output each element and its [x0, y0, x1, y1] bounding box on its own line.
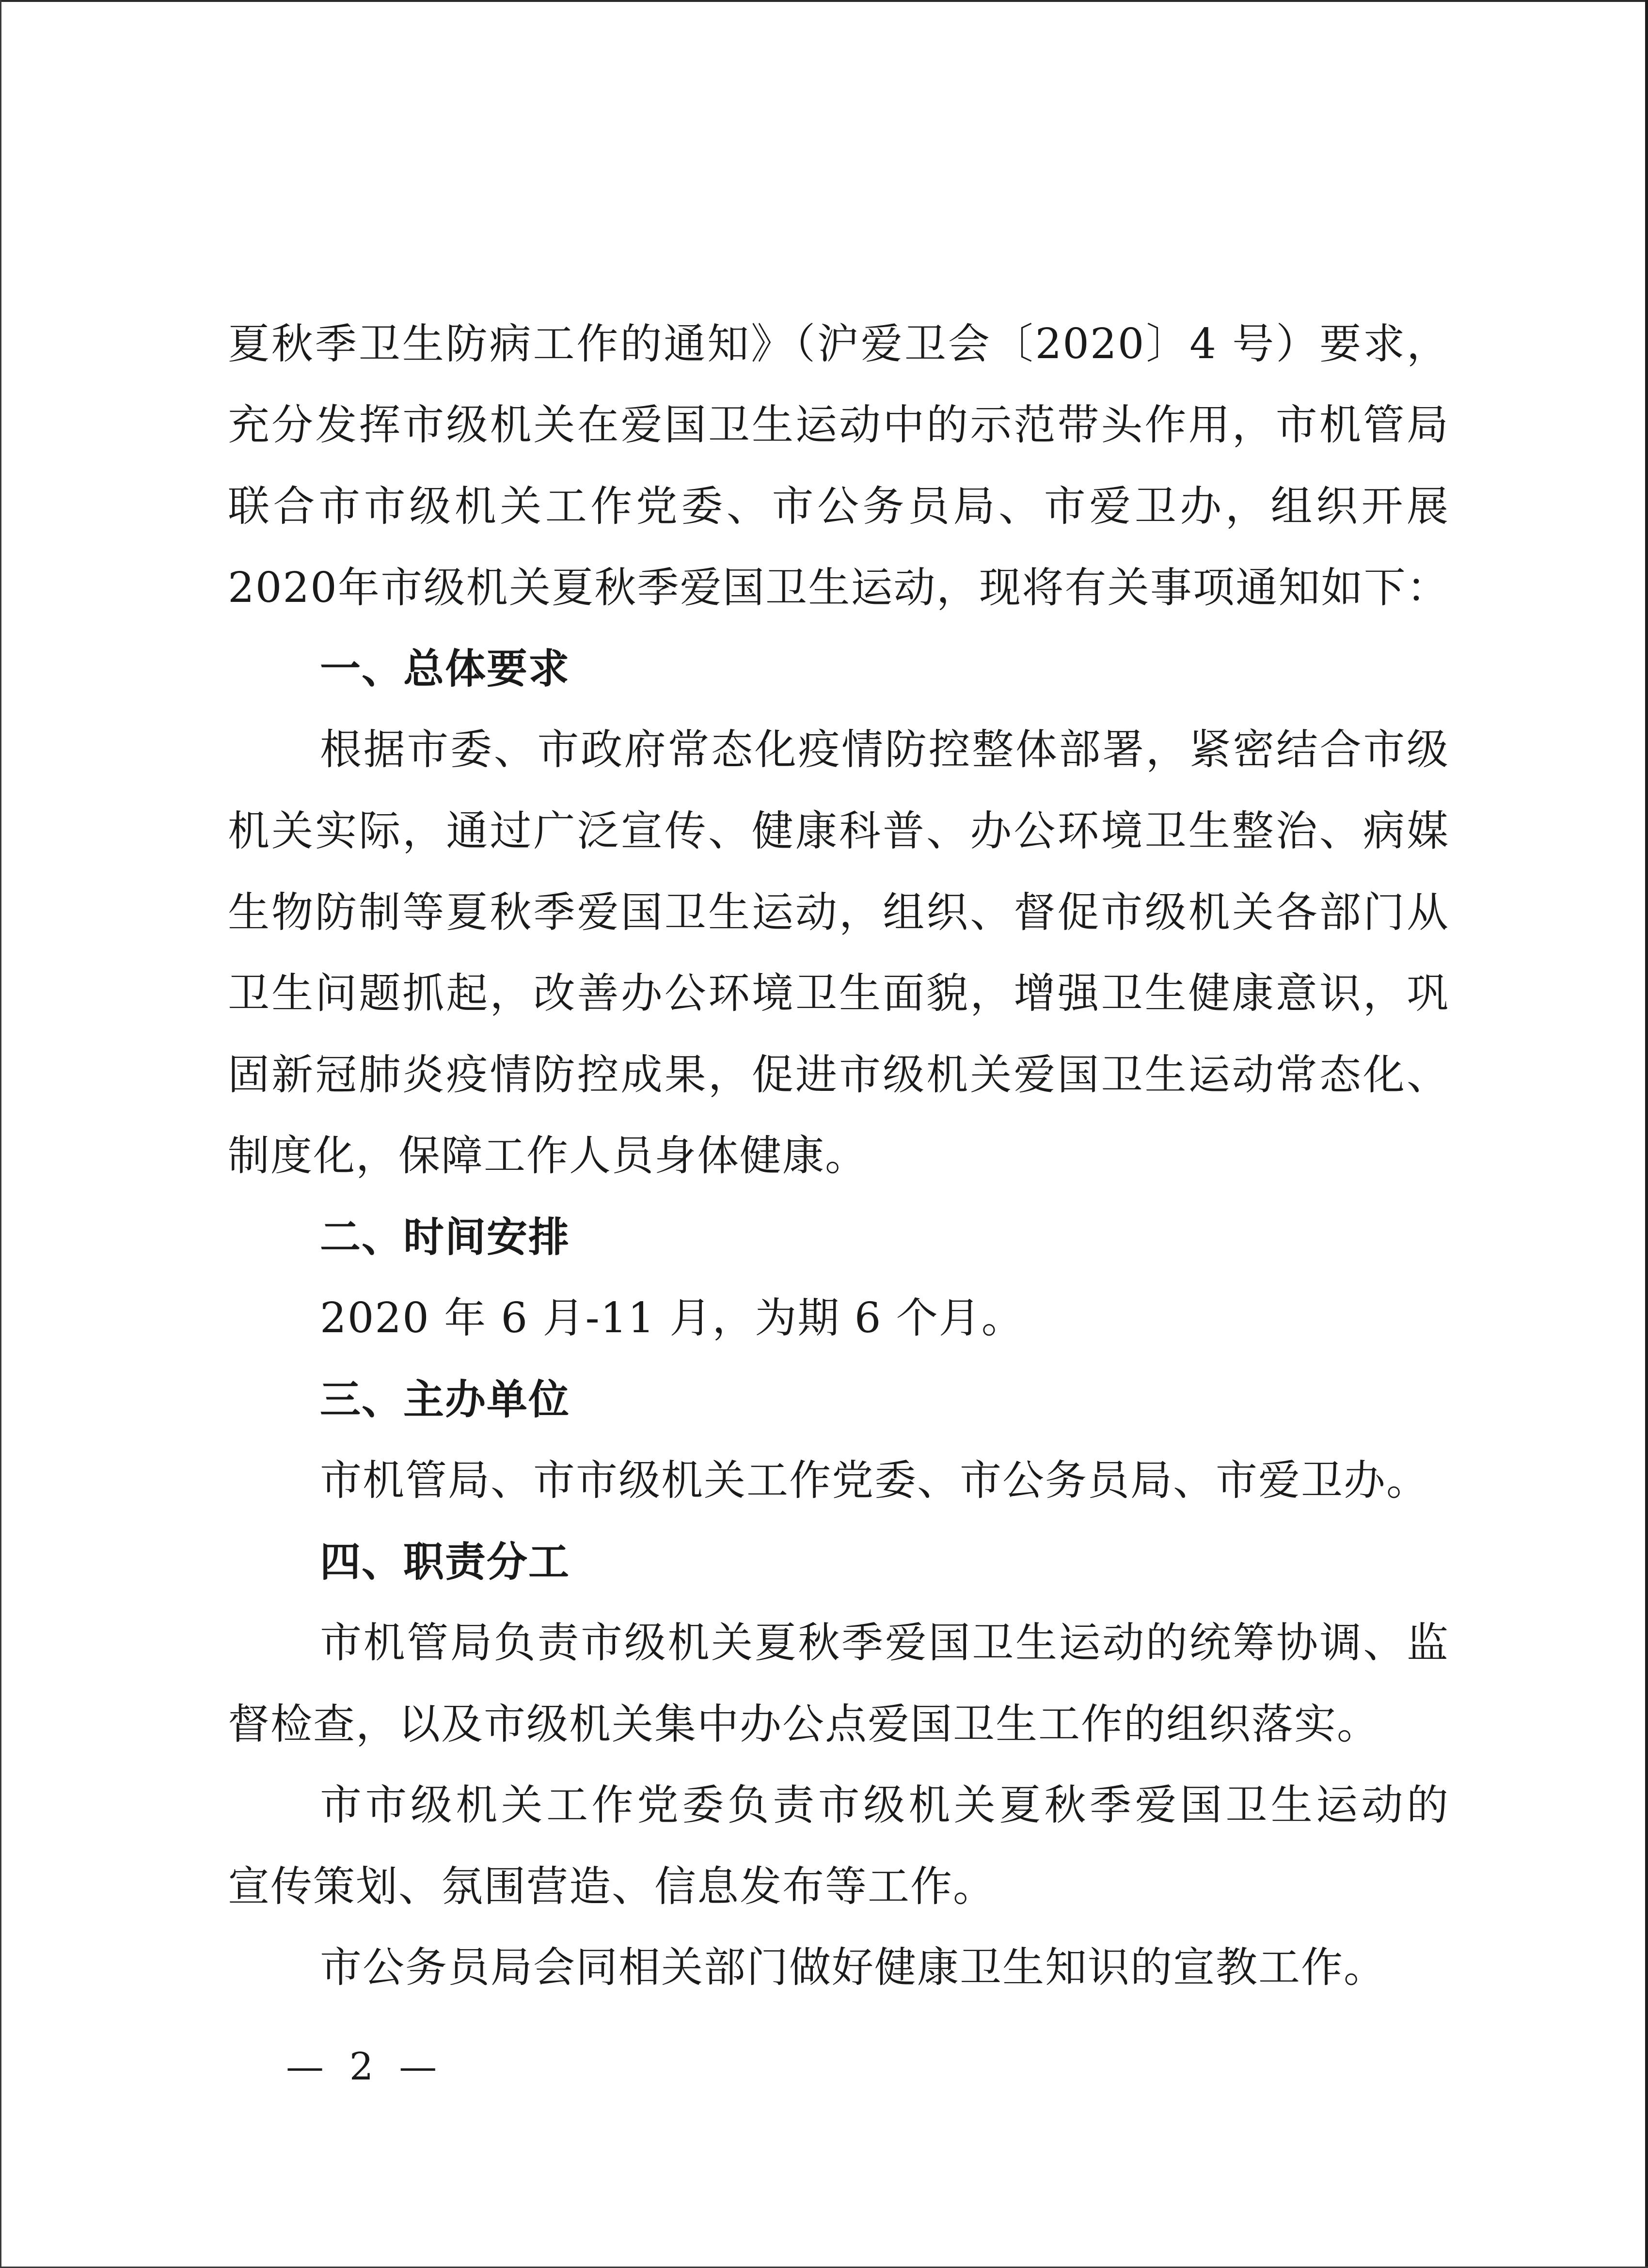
- section-3-line-1: 市机管局、市市级机关工作党委、市公务员局、市爱卫办。: [320, 1456, 1429, 1505]
- section-1-line-3: 生物防制等夏秋季爱国卫生运动，组织、督促市级机关各部门从: [228, 888, 1449, 937]
- section-4-line-1: 市机管局负责市级机关夏秋季爱国卫生运动的统筹协调、监: [320, 1619, 1449, 1667]
- section-heading-1: 一、总体要求: [320, 645, 570, 693]
- section-2-line-1: 2020 年 6 月-11 月，为期 6 个月。: [320, 1294, 1024, 1342]
- intro-line-2: 充分发挥市级机关在爱国卫生运动中的示范带头作用，市机管局: [228, 401, 1449, 449]
- section-1-line-6: 制度化，保障工作人员身体健康。: [228, 1132, 868, 1180]
- section-4-line-3: 市市级机关工作党委负责市级机关夏秋季爱国卫生运动的: [320, 1781, 1449, 1829]
- section-heading-4: 四、职责分工: [320, 1538, 570, 1586]
- section-4-line-2: 督检查，以及市级机关集中办公点爱国卫生工作的组织落实。: [228, 1700, 1379, 1748]
- section-1-line-5: 固新冠肺炎疫情防控成果，促进市级机关爱国卫生运动常态化、: [228, 1051, 1449, 1099]
- scan-border-left: [0, 0, 1, 2268]
- intro-line-4: 2020年市级机关夏秋季爱国卫生运动，现将有关事项通知如下：: [228, 564, 1449, 612]
- section-heading-3: 三、主办单位: [320, 1376, 570, 1423]
- section-heading-2: 二、时间安排: [320, 1213, 570, 1261]
- scan-border-top: [0, 0, 1648, 2]
- section-4-line-4: 宣传策划、氛围营造、信息发布等工作。: [228, 1862, 996, 1911]
- section-1-line-1: 根据市委、市政府常态化疫情防控整体部署，紧密结合市级: [320, 725, 1449, 774]
- intro-line-3: 联合市市级机关工作党委、市公务员局、市爱卫办，组织开展: [228, 482, 1449, 531]
- scan-border-right: [1645, 0, 1648, 2268]
- intro-line-1: 夏秋季卫生防病工作的通知》（沪爱卫会〔2020〕4 号）要求，: [228, 320, 1449, 368]
- section-1-line-4: 卫生问题抓起，改善办公环境卫生面貌，增强卫生健康意识，巩: [228, 969, 1449, 1018]
- page-number: — 2 —: [286, 2045, 444, 2089]
- section-1-line-2: 机关实际，通过广泛宣传、健康科普、办公环境卫生整治、病媒: [228, 807, 1449, 855]
- section-4-line-5: 市公务员局会同相关部门做好健康卫生知识的宣教工作。: [320, 1943, 1386, 1992]
